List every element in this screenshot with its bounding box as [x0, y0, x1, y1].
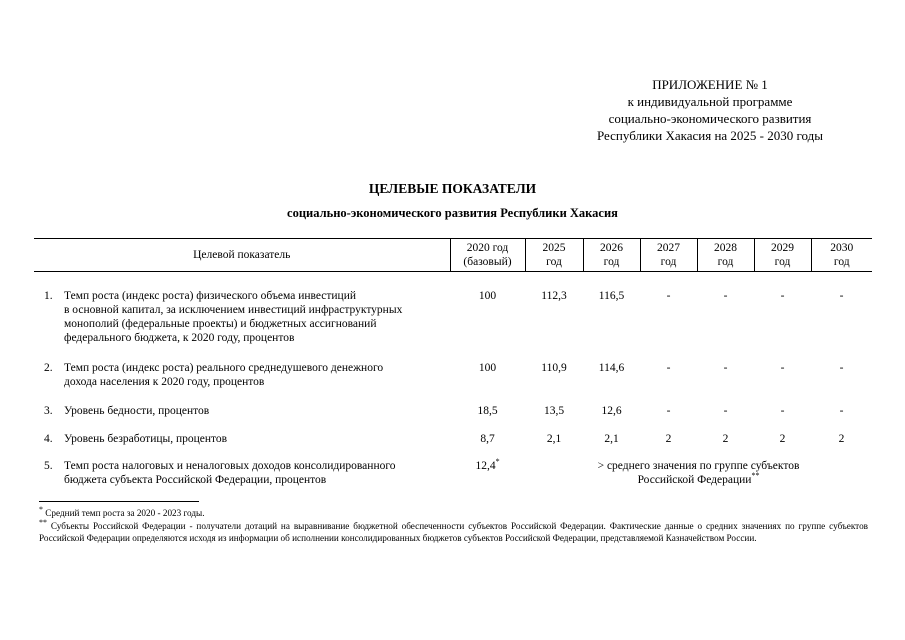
row-number: 4.: [44, 433, 53, 445]
cell-2025: 2,1: [546, 433, 562, 445]
cell-2025: 112,3: [541, 290, 567, 302]
cell-2030: 2: [838, 433, 845, 445]
header-2020-line1: 2020 год: [466, 242, 509, 254]
footnotes: [39, 504, 869, 545]
footnote-2-mark: **: [39, 517, 47, 527]
header-year: [583, 239, 640, 272]
appendix-line-4: Республики Хакасия на 2025 - 2030 годы: [596, 128, 823, 143]
header-year-value: 2025: [542, 242, 566, 254]
footnote-separator: [39, 501, 199, 502]
cell-2029: -: [780, 290, 785, 302]
merged-line-1: > среднего значения по группе субъектов: [597, 460, 800, 472]
cell-2028: -: [723, 405, 728, 417]
header-indicator: Целевой показатель: [34, 239, 450, 272]
cell-2027: 2: [665, 433, 672, 445]
cell-2027: -: [666, 362, 671, 374]
row-name-line: в основной капитал, за исключением инвестиций инфраструктурных: [64, 304, 403, 316]
row-name-line: бюджета субъекта Российской Федерации, процентов: [64, 474, 327, 486]
cell-2028: -: [723, 362, 728, 374]
row-number: 3.: [44, 405, 53, 417]
cell-2027: -: [666, 405, 671, 417]
header-year-value: 2028: [714, 242, 737, 254]
cell-2029: -: [780, 362, 785, 374]
header-year: [525, 239, 583, 272]
row-name-line: Темп роста налоговых и неналоговых доходов консолидированного: [64, 460, 396, 472]
cell-2028: 2: [722, 433, 729, 445]
footnote-mark: *: [495, 457, 500, 467]
merged-line-2: Российской Федерации: [637, 474, 752, 486]
header-year-value: 2029: [771, 242, 794, 254]
cell-2020: [450, 446, 525, 487]
table-row: [34, 389, 872, 418]
header-year-value: 2027: [657, 242, 680, 254]
cell-2029: 2: [779, 433, 786, 445]
cell-2020: 100: [478, 290, 497, 302]
cell-2029: -: [780, 405, 785, 417]
appendix-line-1: ПРИЛОЖЕНИЕ № 1: [652, 77, 768, 92]
appendix-line-3: социально-экономического развития: [608, 111, 812, 126]
cell-2026: 2,1: [604, 433, 619, 445]
cell-2027: -: [666, 290, 671, 302]
row-name-line: Уровень безработицы, процентов: [64, 433, 228, 445]
footnote-2: [39, 517, 869, 545]
row-indicator-name: [64, 345, 450, 389]
header-2020: [450, 239, 525, 272]
header-year-suffix: год: [603, 256, 620, 268]
row-name-line: дохода населения к 2020 году, процентов: [64, 376, 265, 388]
footnote-mark: **: [751, 471, 760, 481]
row-indicator-name: [64, 389, 450, 418]
header-2020-line2: (базовый): [463, 256, 512, 268]
row-name-line: Темп роста (индекс роста) реального среднедушевого денежного: [64, 362, 384, 374]
footnote-1-text: Средний темп роста за 2020 - 2023 годы.: [45, 508, 205, 518]
row-number: 1.: [44, 290, 53, 302]
header-year: [640, 239, 697, 272]
cell-2020: 8,7: [480, 433, 495, 445]
indicators-table: [34, 238, 872, 487]
appendix-header: [560, 76, 860, 144]
header-year-suffix: год: [833, 256, 850, 268]
cell-2028: -: [723, 290, 728, 302]
row-indicator-name: [64, 446, 450, 487]
cell-merged-2025-2030: [525, 446, 872, 487]
header-year: [697, 239, 754, 272]
header-year-suffix: год: [774, 256, 791, 268]
header-year-suffix: год: [546, 256, 562, 268]
header-year-suffix: год: [717, 256, 734, 268]
document-subtitle: социально-экономического развития Республики Хакасия: [287, 206, 618, 220]
document-title: ЦЕЛЕВЫЕ ПОКАЗАТЕЛИ: [368, 181, 537, 196]
row-indicator-name: [64, 272, 450, 346]
appendix-line-2: к индивидуальной программе: [627, 94, 793, 109]
footnote-1: [39, 504, 868, 520]
row-name-line: Темп роста (индекс роста) физического объема инвестиций: [64, 290, 357, 302]
cell-2025: 110,9: [541, 362, 567, 374]
row-name-line: монополий (федеральные проекты) и бюджетных ассигнований: [64, 318, 377, 330]
cell-2020: 100: [478, 362, 497, 374]
header-year: [811, 239, 872, 272]
footnote-2-text: Субъекты Российской Федерации - получатели дотаций на выравнивание бюджетной обеспеченности субъектов Российской Федерации. Фактические данные о средних значениях по группе субъектов Российской Федерации определяются исходя из информации об исполнении консолидированных бюджетов субъектов Российской Федерации, представляемой Казначейством России.: [39, 520, 869, 543]
row-name-line: Уровень бедности, процентов: [64, 405, 210, 417]
table-row: [34, 272, 872, 346]
row-number: 2.: [44, 362, 53, 374]
cell-2030: -: [839, 405, 844, 417]
cell-2020: 18,5: [477, 405, 498, 417]
header-year-value: 2026: [600, 242, 623, 254]
row-name-line: федерального бюджета, к 2020 году, процентов: [64, 332, 295, 344]
cell-2020-value: 12,4: [475, 460, 496, 472]
table-header: [34, 239, 872, 272]
table-row: [34, 418, 872, 446]
cell-2026: 12,6: [601, 405, 622, 417]
cell-2025: 13,5: [543, 405, 565, 417]
cell-2030: -: [839, 290, 844, 302]
row-number: 5.: [44, 460, 53, 472]
row-indicator-name: [64, 418, 450, 446]
cell-2030: -: [839, 362, 844, 374]
header-year: [754, 239, 811, 272]
merged-line-2-wrap: [527, 473, 870, 487]
cell-2026: 116,5: [598, 290, 625, 302]
header-year-suffix: год: [660, 256, 677, 268]
header-year-value: 2030: [830, 242, 854, 254]
table-row: [34, 446, 872, 487]
footnote-1-mark: *: [39, 504, 43, 514]
cell-2026: 114,6: [598, 362, 625, 374]
table-row: [34, 345, 872, 389]
